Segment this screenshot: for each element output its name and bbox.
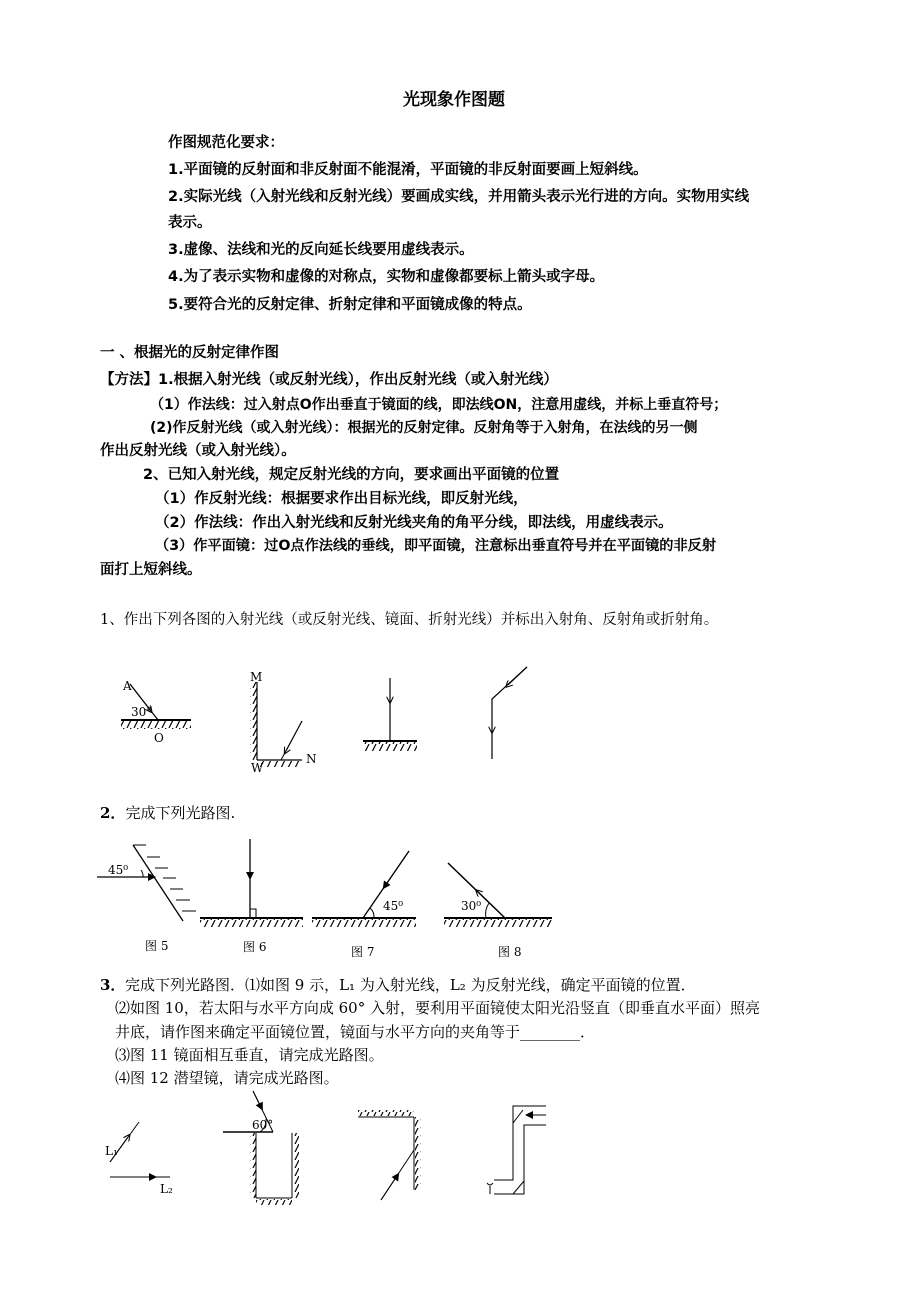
question-2-number: 2． [100, 804, 126, 822]
angle-5: 45⁰ [108, 863, 129, 877]
caption-fig7: 图 7 [351, 945, 375, 959]
figure-7 [312, 851, 416, 927]
caption-fig8: 图 8 [498, 945, 522, 959]
figure-q1-d [492, 667, 527, 759]
question-3-number: 3． [100, 976, 126, 994]
method-line: 【方法】1.根据入射光线（或反射光线），作出反射光线（或入射光线） [100, 372, 558, 388]
figure-q1-c [363, 678, 417, 751]
label-a: A [123, 679, 132, 693]
figure-8 [444, 863, 552, 927]
question-1: 1、作出下列各图的入射光线（或反射光线、镜面、折射光线）并标出入射角、反射角或折射角。 [100, 612, 719, 628]
requirement-item: 5.要符合光的反射定律、折射定律和平面镜成像的特点。 [168, 297, 532, 313]
label-n: N [306, 752, 317, 766]
angle-8: 30⁰ [461, 899, 482, 913]
figure-q1-b [250, 682, 302, 767]
method-line: （1）作法线：过入射点O作出垂直于镜面的线，即法线ON，注意用虚线，并标上垂直符号； [150, 397, 728, 413]
requirement-item: 1.平面镜的反射面和非反射面不能混淆，平面镜的非反射面要画上短斜线。 [168, 162, 648, 178]
method-line: （1）作反射光线：根据要求作出目标光线，即反射光线， [155, 491, 528, 507]
question-3-line: 井底，请作图来确定平面镜位置，镜面与水平方向的夹角等于________． [115, 1023, 596, 1041]
figure-9 [110, 1122, 170, 1177]
section-heading: 一 、根据光的反射定律作图 [100, 345, 280, 361]
label-l2: L₂ [160, 1182, 173, 1196]
figure-10 [223, 1091, 299, 1205]
method-line: 2、已知入射光线，规定反射光线的方向，要求画出平面镜的位置 [143, 467, 560, 483]
figure-11 [358, 1110, 421, 1200]
question-3-line: ⑷图 12 潜望镜，请完成光路图。 [115, 1069, 339, 1087]
figure-5 [97, 845, 196, 921]
method-line: （2）作法线：作出入射光线和反射光线夹角的角平分线，即法线，用虚线表示。 [155, 515, 673, 531]
question-3-line: ⑵如图 10，若太阳与水平方向成 60° 入射，要利用平面镜使太阳光沿竖直（即垂直水平面）照亮 [115, 999, 760, 1017]
requirements-heading: 作图规范化要求： [168, 135, 284, 151]
label-l1: L₁ [105, 1144, 118, 1158]
figure-12 [487, 1106, 546, 1194]
caption-fig6: 图 6 [243, 940, 267, 954]
requirement-item: 3.虚像、法线和光的反向延长线要用虚线表示。 [168, 242, 474, 258]
label-o: O [154, 731, 164, 745]
requirement-item: 4.为了表示实物和虚像的对称点，实物和虚像都要标上箭头或字母。 [168, 269, 605, 285]
method-line: 作出反射光线（或入射光线）。 [100, 443, 296, 459]
figure-6 [200, 839, 303, 927]
label-w: W [251, 761, 264, 775]
question-3-line: ⑶图 11 镜面相互垂直，请完成光路图。 [115, 1046, 384, 1064]
angle-7: 45⁰ [383, 899, 404, 913]
angle-10: 60° [252, 1118, 274, 1132]
question-3-line: 完成下列光路图．⑴如图 9 示，L₁ 为入射光线，L₂ 为反射光线，确定平面镜的位置． [125, 976, 696, 994]
requirement-item: 表示。 [168, 215, 212, 231]
method-line: 面打上短斜线。 [100, 562, 202, 578]
label-angle: 30° [131, 705, 153, 719]
method-line: （3）作平面镜：过O点作法线的垂线，即平面镜，注意标出垂直符号并在平面镜的非反射 [155, 538, 717, 554]
page-title: 光现象作图题 [403, 90, 505, 110]
question-2-text: 完成下列光路图. [125, 804, 236, 822]
label-m: M [250, 670, 263, 684]
caption-fig5: 图 5 [145, 939, 169, 953]
requirement-item: 2.实际光线（入射光线和反射光线）要画成实线，并用箭头表示光行进的方向。实物用实线 [168, 189, 750, 205]
method-line: (2)作反射光线（或入射光线）：根据光的反射定律。反射角等于入射角，在法线的另一侧 [150, 420, 698, 436]
